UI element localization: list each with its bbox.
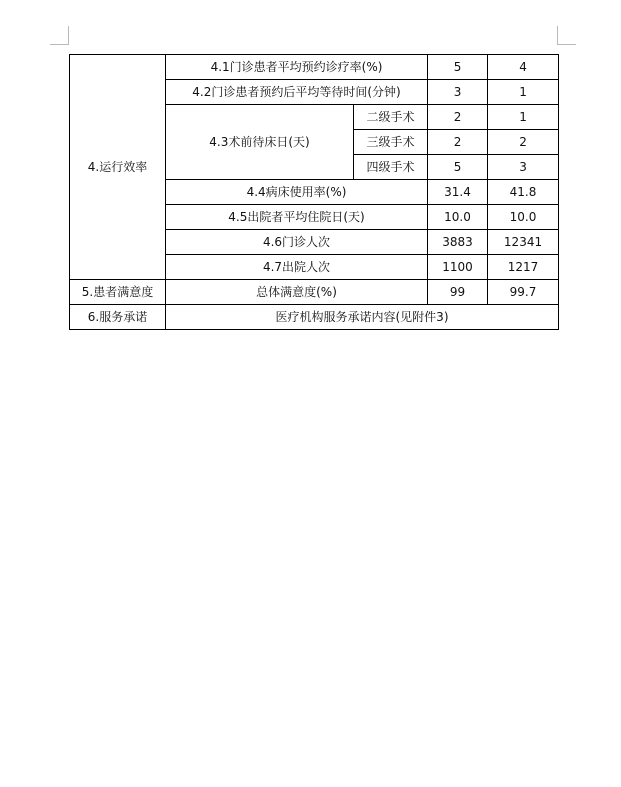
value-cell-2: 10.0: [488, 205, 559, 230]
value-cell-2: 41.8: [488, 180, 559, 205]
value-cell-1: 3: [428, 80, 488, 105]
item-cell: 4.7出院人次: [166, 255, 428, 280]
item-cell: 医疗机构服务承诺内容(见附件3): [166, 305, 559, 330]
item-cell: 4.4病床使用率(%): [166, 180, 428, 205]
item-cell: 4.5出院者平均住院日(天): [166, 205, 428, 230]
category-cell: 6.服务承诺: [70, 305, 166, 330]
value-cell-1: 3883: [428, 230, 488, 255]
value-cell-1: 5: [428, 55, 488, 80]
value-cell-2: 1: [488, 80, 559, 105]
value-cell-2: 3: [488, 155, 559, 180]
value-cell-2: 1217: [488, 255, 559, 280]
item-cell: 4.2门诊患者预约后平均等待时间(分钟): [166, 80, 428, 105]
sub-item-cell: 二级手术: [354, 105, 428, 130]
value-cell-1: 2: [428, 105, 488, 130]
value-cell-2: 2: [488, 130, 559, 155]
value-cell-2: 1: [488, 105, 559, 130]
crop-mark-top-right: [557, 26, 576, 45]
crop-mark-top-left: [50, 26, 69, 45]
table-row: [70, 280, 559, 305]
value-cell-1: 31.4: [428, 180, 488, 205]
sub-item-cell: 四级手术: [354, 155, 428, 180]
value-cell-2: 4: [488, 55, 559, 80]
value-cell-1: 2: [428, 130, 488, 155]
table-row: [70, 305, 559, 330]
sub-item-cell: 三级手术: [354, 130, 428, 155]
item-cell: 4.3术前待床日(天): [166, 105, 354, 180]
value-cell-1: 99: [428, 280, 488, 305]
indicator-table: [69, 54, 559, 330]
category-cell: 5.患者满意度: [70, 280, 166, 305]
item-cell: 4.1门诊患者平均预约诊疗率(%): [166, 55, 428, 80]
value-cell-2: 12341: [488, 230, 559, 255]
item-cell: 总体满意度(%): [166, 280, 428, 305]
value-cell-1: 10.0: [428, 205, 488, 230]
value-cell-2: 99.7: [488, 280, 559, 305]
category-cell: 4.运行效率: [70, 55, 166, 280]
value-cell-1: 1100: [428, 255, 488, 280]
value-cell-1: 5: [428, 155, 488, 180]
table-row: [70, 55, 559, 80]
item-cell: 4.6门诊人次: [166, 230, 428, 255]
